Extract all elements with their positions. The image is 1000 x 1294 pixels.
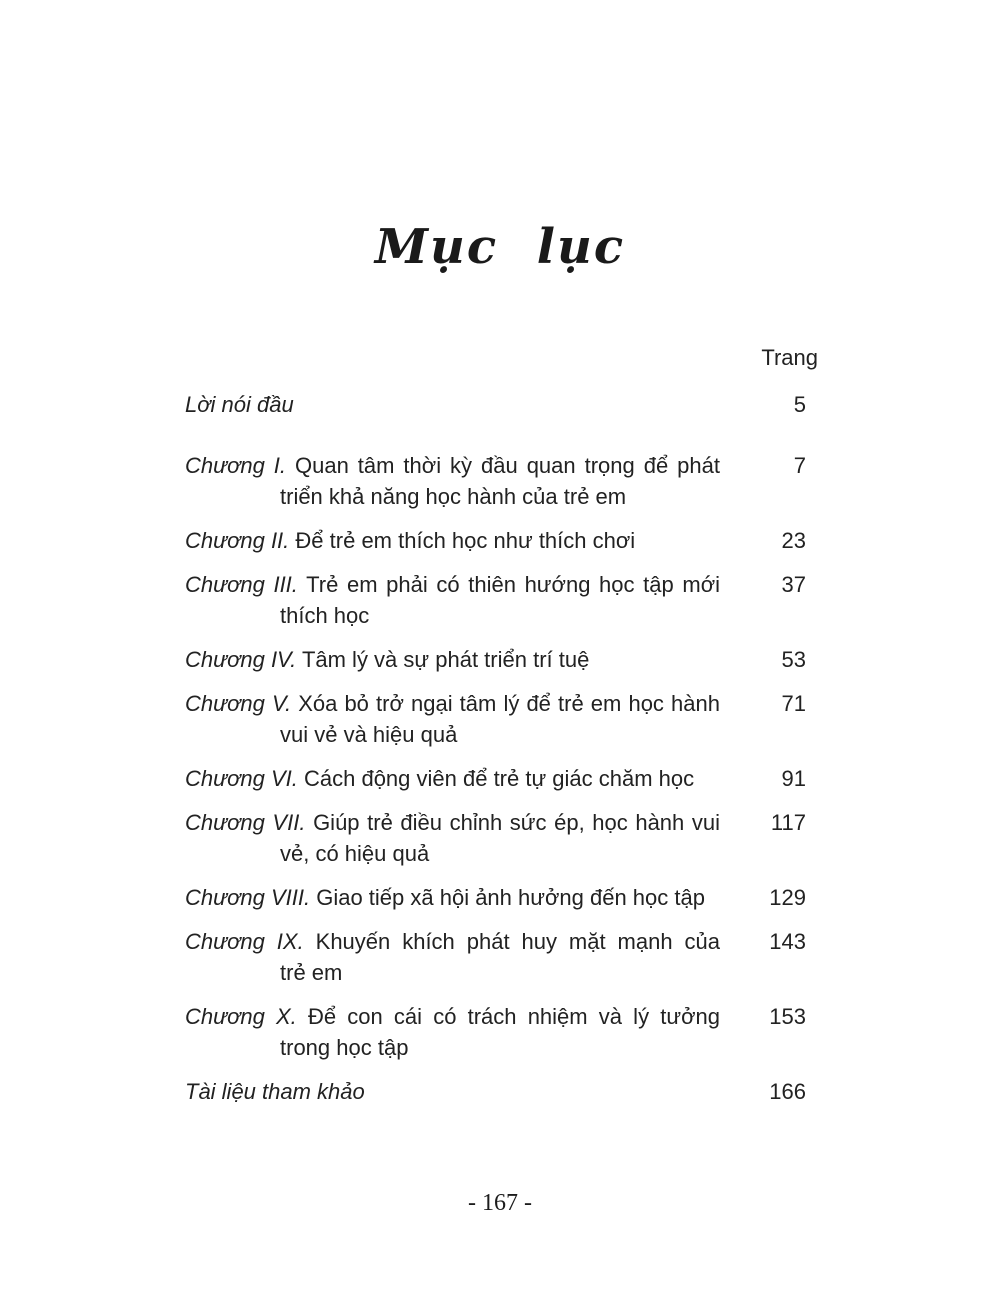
toc-entry-text (185, 525, 720, 556)
chapter-title-line1 (185, 450, 720, 481)
chapter-title-line1 (185, 926, 720, 957)
chapter-title-line1 (185, 688, 720, 719)
chapter-label: Chương VII. (185, 810, 306, 835)
chapter-title-line1 (185, 763, 720, 794)
toc-entry (185, 389, 818, 420)
chapter-label: Chương V. (185, 691, 292, 716)
toc-entry-text (185, 644, 720, 675)
chapter-label: Lời nói đầu (185, 392, 294, 417)
chapter-label: Chương VI. (185, 766, 298, 791)
folio-page-number: - 167 - (468, 1190, 532, 1216)
chapter-title-line2: vẻ, có hiệu quả (280, 841, 430, 866)
toc-entry-text (185, 569, 720, 631)
toc-entry-text (185, 882, 720, 913)
chapter-title: Trẻ em phải có thiên hướng học tập mới (306, 572, 721, 597)
page-number: 166 (769, 1079, 806, 1104)
page-column-header: Trang (761, 345, 818, 370)
toc-entry-text (185, 389, 720, 420)
toc-entry (185, 882, 818, 913)
toc-entry-text (185, 450, 720, 512)
chapter-label: Chương III. (185, 572, 298, 597)
chapter-title-line1 (185, 882, 720, 913)
chapter-label: Chương X. (185, 1004, 297, 1029)
page-number: 7 (793, 453, 806, 478)
chapter-title (185, 389, 720, 420)
toc-entry (185, 926, 818, 988)
chapter-title: Khuyến khích phát huy mặt mạnh của (315, 929, 720, 954)
toc-entry (185, 450, 818, 512)
chapter-title: Giúp trẻ điều chỉnh sức ép, học hành vui (313, 810, 721, 835)
page-number: 71 (781, 691, 806, 716)
chapter-title-line2: thích học (280, 603, 370, 628)
chapter-label: Chương I. (185, 453, 287, 478)
page-number: 143 (769, 929, 806, 954)
page-number: 53 (781, 647, 806, 672)
toc-header-row (185, 342, 818, 373)
page-number: 129 (769, 885, 806, 910)
chapter-title: Quan tâm thời kỳ đầu quan trọng để phát (295, 453, 720, 478)
chapter-title-line2: vui vẻ và hiệu quả (280, 722, 458, 747)
chapter-label: Chương II. (185, 528, 290, 553)
page-number: 5 (793, 392, 806, 417)
toc-entry-text (185, 926, 720, 988)
page-number: 37 (781, 572, 806, 597)
page-number: 91 (781, 766, 806, 791)
chapter-title: Để con cái có trách nhiệm và lý tưởng (307, 1004, 720, 1029)
chapter-title: Cách động viên để trẻ tự giác chăm học (303, 766, 695, 791)
chapter-title-line1 (185, 807, 720, 838)
toc-entry (185, 763, 818, 794)
toc-entry-text (185, 1001, 720, 1063)
toc-entry-text (185, 1076, 720, 1107)
chapter-label: Chương IX. (185, 929, 304, 954)
toc-entry-text (185, 807, 720, 869)
toc-entry (185, 1001, 818, 1063)
toc-entry (185, 688, 818, 750)
chapter-title-line2: trong học tập (280, 1035, 409, 1060)
table-of-contents (185, 342, 818, 1107)
chapter-title: Xóa bỏ trở ngại tâm lý để trẻ em học hành (298, 691, 720, 716)
toc-entry (185, 1076, 818, 1107)
toc-entry-text (185, 763, 720, 794)
toc-entry (185, 525, 818, 556)
page-number: 153 (769, 1004, 806, 1029)
page-number: 117 (770, 810, 806, 835)
chapter-title: Giao tiếp xã hội ảnh hưởng đến học tập (316, 885, 705, 910)
chapter-title-line2: trẻ em (280, 960, 343, 985)
chapter-title-line1 (185, 525, 720, 556)
chapter-title-line1 (185, 1001, 720, 1032)
toc-entry (185, 807, 818, 869)
chapter-label: Tài liệu tham khảo (185, 1079, 365, 1104)
chapter-title-line1 (185, 644, 720, 675)
page-title: Mục lục (374, 219, 626, 275)
toc-entry (185, 569, 818, 631)
chapter-title-line1 (185, 569, 720, 600)
chapter-label: Chương VIII. (185, 885, 311, 910)
toc-entry (185, 644, 818, 675)
chapter-title: Tâm lý và sự phát triển trí tuệ (301, 647, 590, 672)
chapter-title-line2: triển khả năng học hành của trẻ em (280, 484, 627, 509)
chapter-title: Để trẻ em thích học như thích chơi (295, 528, 636, 553)
chapter-label: Chương IV. (185, 647, 297, 672)
page-number: 23 (781, 528, 806, 553)
chapter-title (185, 1076, 720, 1107)
toc-entry-text (185, 688, 720, 750)
